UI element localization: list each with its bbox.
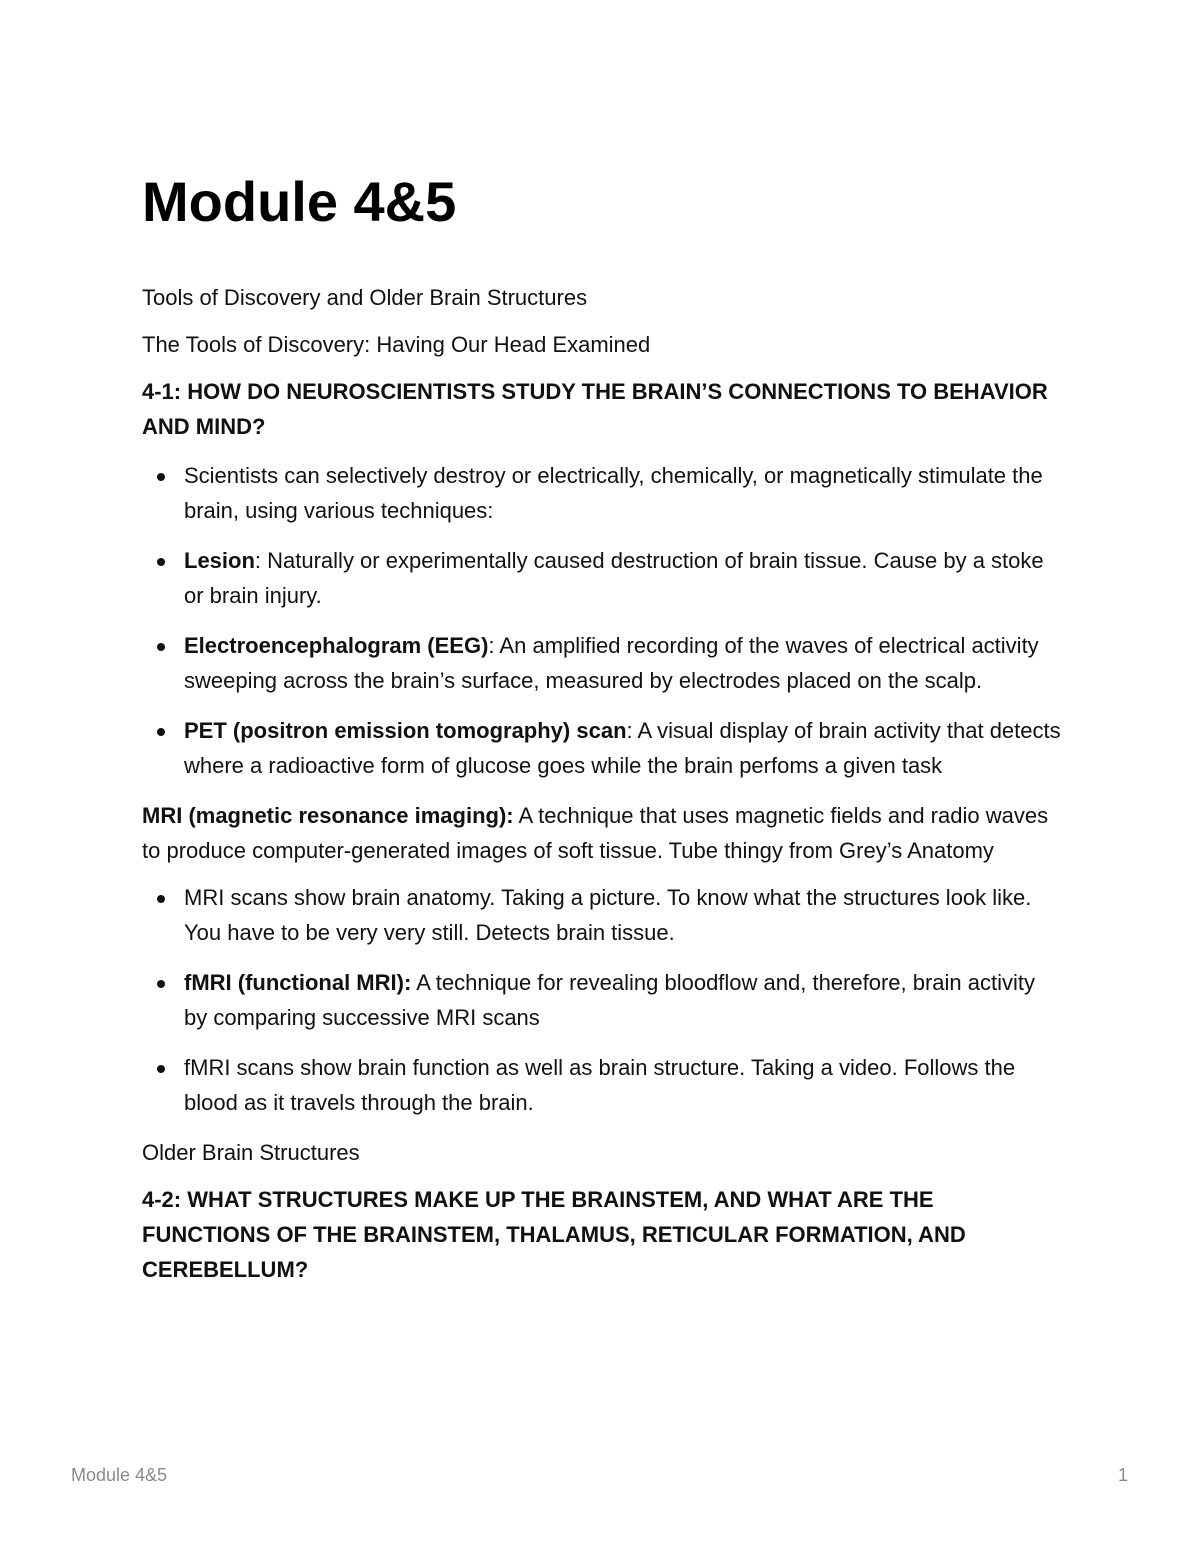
definition: : A visual display of brain activity that detects where a radioactive form of glucose goes while the brain perfoms a given task xyxy=(184,718,1061,778)
subtitle: Tools of Discovery and Older Brain Structures xyxy=(142,285,588,310)
list-item xyxy=(142,965,1062,1035)
bullet-icon xyxy=(157,980,165,988)
list-item xyxy=(142,713,1062,783)
page-number: 1 xyxy=(1117,1465,1128,1485)
bullet-icon xyxy=(157,895,165,903)
bullet-icon xyxy=(157,643,165,651)
definition: A technique for revealing bloodflow and, therefore, brain activity by comparing successive MRI scans xyxy=(184,970,1036,1030)
bullet-list-techniques xyxy=(142,458,1062,783)
term: Lesion xyxy=(184,548,255,573)
page-title: Module 4&5 xyxy=(142,170,457,233)
definition: MRI scans show brain anatomy. Taking a picture. To know what the structures look like. You have to be very very still. Detects brain tissue. xyxy=(184,885,1032,945)
definition: : An amplified recording of the waves of electrical activity sweeping across the brain’s surface, measured by electrodes placed on the scalp. xyxy=(184,633,1039,693)
term: fMRI (functional MRI): xyxy=(184,970,412,995)
term: MRI (magnetic resonance imaging): xyxy=(142,803,514,828)
bullet-icon xyxy=(157,1065,165,1073)
bullet-icon xyxy=(157,558,165,566)
question-4-1: 4-1: HOW DO NEUROSCIENTISTS STUDY THE BRAIN’S CONNECTIONS TO BEHAVIOR AND MIND? xyxy=(142,379,1048,439)
list-item xyxy=(142,628,1062,698)
section-heading-older-structures: Older Brain Structures xyxy=(142,1140,360,1165)
definition: fMRI scans show brain function as well as brain structure. Taking a video. Follows the blood as it travels through the brain. xyxy=(184,1055,1016,1115)
bullet-list-mri xyxy=(142,880,1062,1120)
term: Electroencephalogram (EEG) xyxy=(184,633,489,658)
list-item xyxy=(142,1050,1062,1120)
footer-title: Module 4&5 xyxy=(71,1465,168,1485)
definition: A technique that uses magnetic fields and radio waves to produce computer-generated images of soft tissue. Tube thingy from Grey’s Anatomy xyxy=(142,803,1049,863)
question-4-2: 4-2: WHAT STRUCTURES MAKE UP THE BRAINSTEM, AND WHAT ARE THE FUNCTIONS OF THE BRAINSTEM, THALAMUS, RETICULAR FORMATION, AND CEREBELLUM? xyxy=(142,1187,966,1282)
list-item xyxy=(142,458,1062,528)
definition: Scientists can selectively destroy or electrically, chemically, or magnetically stimulate the brain, using various techniques: xyxy=(184,463,1043,523)
bullet-icon xyxy=(157,728,165,736)
mri-definition xyxy=(142,798,1062,868)
list-item xyxy=(142,543,1062,613)
term: PET (positron emission tomography) scan xyxy=(184,718,627,743)
section-heading-tools: The Tools of Discovery: Having Our Head Examined xyxy=(142,332,651,357)
bullet-icon xyxy=(157,473,165,481)
list-item xyxy=(142,880,1062,950)
definition: : Naturally or experimentally caused destruction of brain tissue. Cause by a stoke or brain injury. xyxy=(184,548,1044,608)
document-body xyxy=(142,280,1062,1301)
